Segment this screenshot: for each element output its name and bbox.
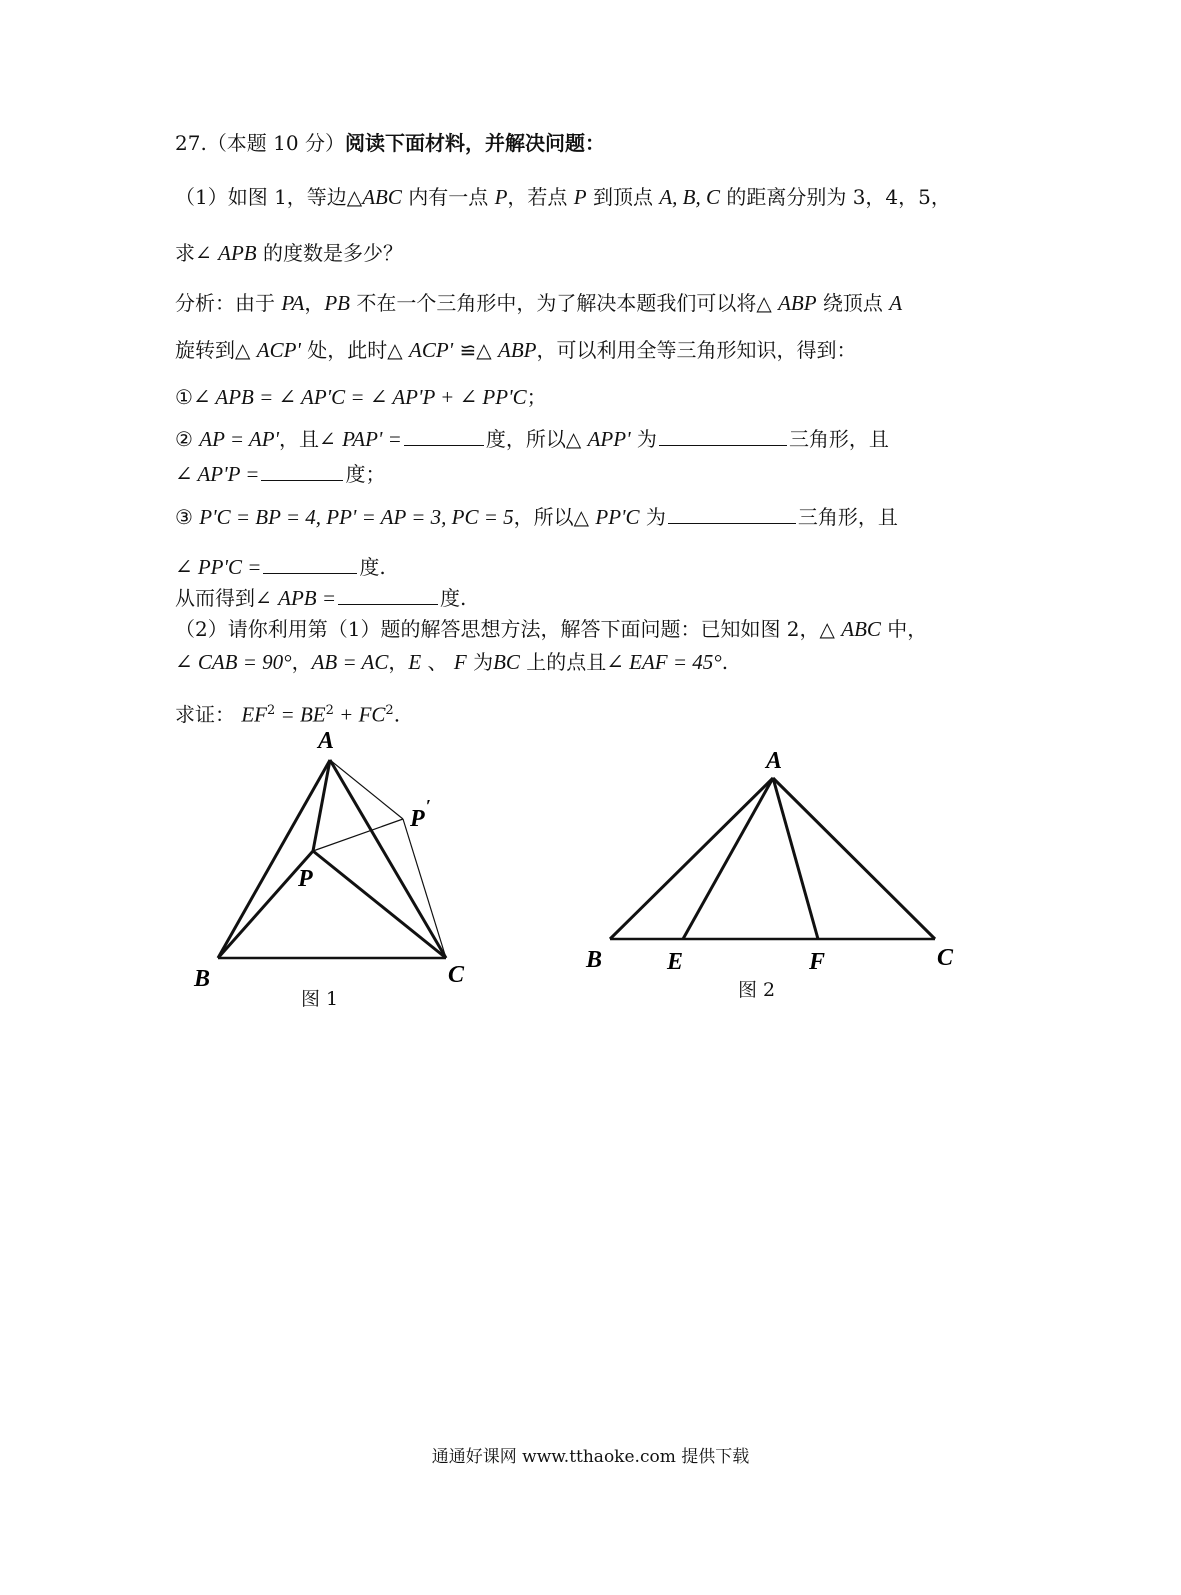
text-segment: 为: [466, 650, 494, 674]
math-apb: APB: [218, 241, 257, 265]
math-vertices: A, B, C: [659, 185, 720, 209]
math-app: APP': [587, 427, 631, 451]
figure-1: [180, 722, 500, 1022]
vertex-label-a: A: [766, 748, 783, 774]
answer-blank[interactable]: [659, 425, 787, 446]
vertex-label-b: B: [194, 966, 211, 992]
segment-ab: [218, 760, 330, 958]
math-p: P: [494, 185, 508, 209]
math-step2: AP = AP': [199, 427, 280, 451]
text-segment: 三角形，且: [788, 427, 889, 451]
math-acp: ACP': [256, 338, 301, 362]
text-segment: 度.: [440, 586, 467, 610]
math-conclusion: APB =: [278, 586, 337, 610]
text-segment: 绕顶点: [816, 291, 890, 315]
prime-mark: ′: [426, 796, 432, 816]
text-segment: 为: [639, 505, 666, 529]
point-label-e: E: [667, 949, 684, 975]
vertex-label-c: C: [937, 945, 954, 971]
math-abc: ABC: [841, 617, 881, 641]
text-segment: .: [393, 702, 401, 727]
step-2-angle: [175, 460, 385, 487]
text-segment: 中，: [880, 617, 928, 641]
text-segment: 到顶点: [586, 185, 660, 209]
text-segment: ；: [526, 385, 547, 409]
point-label-p-prime: P: [410, 806, 425, 832]
segment-cp: [313, 851, 446, 958]
answer-blank[interactable]: [261, 460, 343, 481]
problem-title: 阅读下面材料，并解决问题：: [344, 131, 605, 155]
math-cond1: ∠ CAB = 90°: [175, 650, 292, 674]
text-segment: 从而得到∠: [175, 586, 279, 610]
text-segment: ，: [304, 291, 325, 315]
math-abp: ABP: [498, 338, 537, 362]
math-abp: ABP: [778, 291, 817, 315]
text-segment: ，所以△: [513, 505, 596, 529]
figure-2-caption: 图 2: [738, 979, 776, 1001]
math-bc: BC: [493, 650, 520, 674]
superscript: 2: [325, 703, 334, 718]
point-label-f: F: [809, 949, 826, 975]
segment-ap-prime: [330, 760, 403, 819]
point-label-p: P: [298, 866, 313, 892]
vertex-label-a: A: [318, 728, 335, 754]
math-pap: PAP' =: [342, 427, 402, 451]
text-segment: .: [721, 650, 729, 674]
step-3: [175, 503, 898, 530]
superscript: 2: [267, 703, 276, 718]
conclusion: [175, 584, 466, 611]
circled-one: ①: [175, 385, 193, 409]
text-segment: ≌△: [453, 338, 499, 362]
text-segment: ，可以利用全等三角形知识，得到：: [536, 338, 857, 362]
text-segment: 处，此时△: [300, 338, 410, 362]
text-segment: ，: [388, 650, 409, 674]
vertex-label-c: C: [448, 962, 465, 988]
figure-1-caption: 图 1: [301, 988, 339, 1010]
text-segment: 上的点且: [519, 650, 607, 674]
math-fc: + FC: [333, 702, 386, 727]
figure-2: [580, 740, 980, 980]
text-segment: 、: [421, 650, 454, 674]
figure-2-svg: [580, 740, 980, 980]
text-segment: （2）请你利用第（1）题的解答思想方法，解答下面问题：已知如图 2，△: [175, 617, 842, 641]
segment-ac: [330, 760, 446, 958]
problem-score: （本题 10 分）: [206, 131, 345, 155]
text-segment: 的度数是多少？: [256, 241, 403, 265]
math-be: = BE: [275, 702, 326, 727]
math-f: F: [453, 650, 467, 674]
math-pa: PA: [281, 291, 305, 315]
circled-two: ②: [175, 427, 193, 451]
text-segment: 旋转到△: [175, 338, 257, 362]
text-segment: （1）如图 1，等边△: [175, 185, 363, 209]
math-abc: ABC: [362, 185, 402, 209]
step-1: [175, 384, 547, 410]
text-segment: 不在一个三角形中，为了解决本题我们可以将△: [349, 291, 779, 315]
text-segment: ，且∠: [279, 427, 343, 451]
math-cond4: ∠ EAF = 45°: [606, 650, 722, 674]
text-segment: 三角形，且: [797, 505, 898, 529]
footer-text: 通通好课网 www.tthaoke.com 提供下载: [431, 1447, 750, 1467]
answer-blank[interactable]: [338, 584, 438, 605]
analysis-line-2: [175, 337, 857, 363]
text-segment: 内有一点: [401, 185, 495, 209]
step-2: [175, 425, 889, 452]
circled-three: ③: [175, 505, 193, 529]
segment-p-prime-c: [403, 819, 446, 958]
text-segment: 分析：由于: [175, 291, 282, 315]
figure-1-svg: [180, 722, 500, 1022]
step-3-angle: [175, 553, 386, 580]
segment-ac: [773, 778, 935, 939]
math-e: E: [408, 650, 422, 674]
segment-ae: [683, 778, 773, 939]
problem-heading: [175, 130, 605, 156]
math-p: P: [573, 185, 587, 209]
math-ef: EF: [241, 702, 268, 727]
text-segment: ，: [291, 650, 312, 674]
answer-blank[interactable]: [404, 425, 484, 446]
text-segment: 的距离分别为 3，4，5，: [719, 185, 951, 209]
prove-label: 求证：: [175, 702, 235, 727]
part2-conditions: [175, 649, 728, 675]
vertex-label-b: B: [586, 947, 603, 973]
part1-question: [175, 240, 403, 266]
superscript: 2: [385, 703, 394, 718]
math-cond2: AB = AC: [311, 650, 389, 674]
segment-pp-prime: [313, 819, 403, 851]
math-ppc: PP'C: [595, 505, 640, 529]
math-step1: ∠ APB = ∠ AP'C = ∠ AP'P + ∠ PP'C: [192, 385, 527, 409]
math-app-angle: ∠ AP'P =: [175, 462, 260, 486]
text-segment: 度，所以△: [485, 427, 588, 451]
text-segment: ，若点: [507, 185, 574, 209]
text-segment: 为: [630, 427, 657, 451]
text-segment: 求∠: [175, 241, 219, 265]
math-step3: P'C = BP = 4, PP' = AP = 3, PC = 5: [199, 505, 514, 529]
text-segment: 度.: [359, 555, 386, 579]
problem-number: 27.: [175, 131, 207, 155]
segment-ab: [610, 778, 773, 939]
math-ppc-angle: ∠ PP'C =: [175, 555, 262, 579]
answer-blank[interactable]: [668, 503, 796, 524]
math-pb: PB: [324, 291, 350, 315]
analysis-line-1: [175, 290, 902, 316]
part2-intro: [175, 616, 927, 642]
answer-blank[interactable]: [263, 553, 357, 574]
part1-intro: [175, 184, 951, 210]
math-acp: ACP': [409, 338, 454, 362]
math-a: A: [889, 291, 903, 315]
text-segment: 度；: [345, 462, 386, 486]
